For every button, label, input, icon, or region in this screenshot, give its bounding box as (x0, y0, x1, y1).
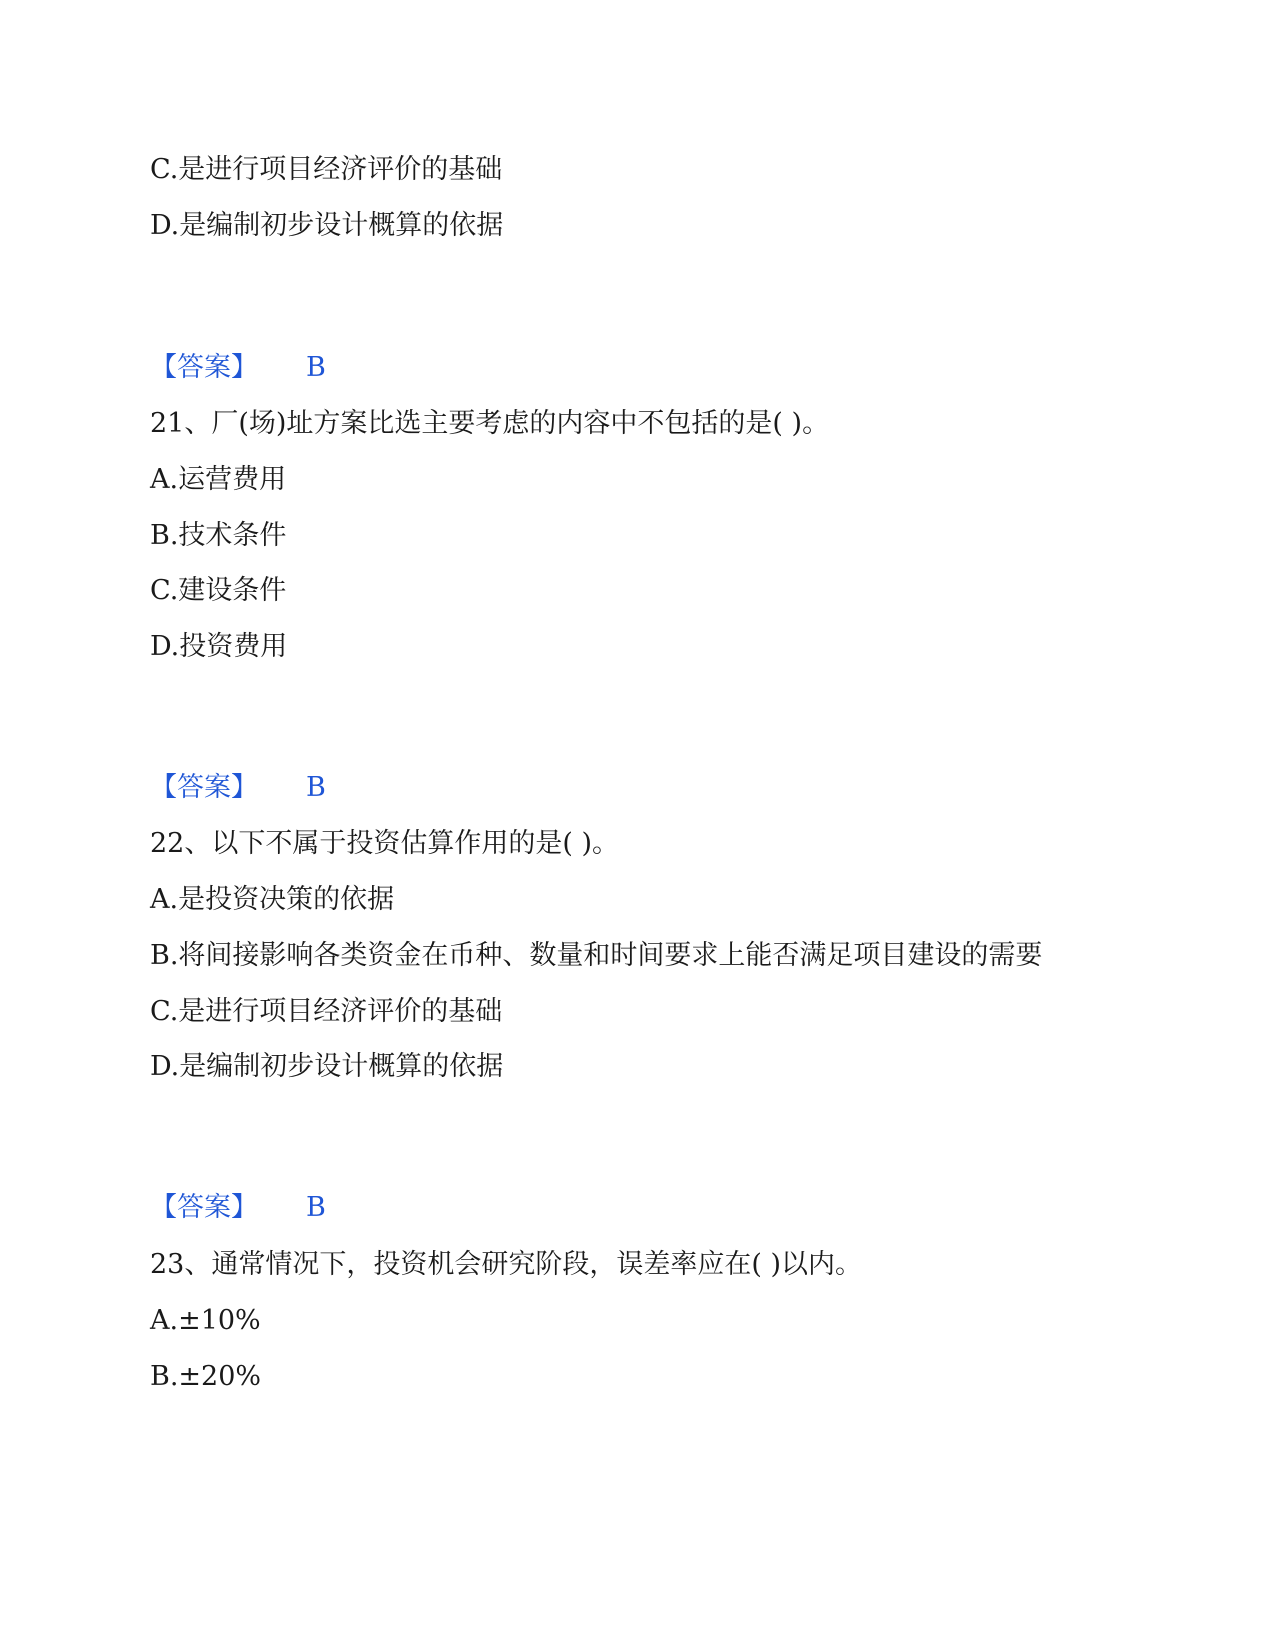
q23-option-a: A.±10% (150, 1305, 261, 1336)
q21-option-a: A.运营费用 (150, 464, 287, 495)
q22-answer (150, 1188, 326, 1228)
q22-option-d: D.是编制初步设计概算的依据 (150, 1051, 504, 1082)
q23-stem: 23、通常情况下，投资机会研究阶段，误差率应在( )以内。 (150, 1249, 863, 1280)
prev-option-c: C.是进行项目经济评价的基础 (150, 154, 503, 185)
q21-stem: 21、厂(场)址方案比选主要考虑的内容中不包括的是( )。 (150, 408, 830, 439)
q22-option-c: C.是进行项目经济评价的基础 (150, 996, 503, 1027)
answer-label: 【答案】 (150, 772, 258, 803)
q21-answer (150, 768, 326, 808)
q21-option-d: D.投资费用 (150, 631, 288, 662)
answer-label: 【答案】 (150, 352, 258, 383)
prev-option-d: D.是编制初步设计概算的依据 (150, 210, 504, 241)
prev-answer (150, 348, 326, 388)
q22-option-b: B.将间接影响各类资金在币种、数量和时间要求上能否满足项目建设的需要 (150, 940, 1043, 971)
q23-option-b: B.±20% (150, 1361, 262, 1392)
q21-option-b: B.技术条件 (150, 520, 287, 551)
q22-stem: 22、以下不属于投资估算作用的是( )。 (150, 828, 620, 859)
answer-value: B (306, 772, 326, 803)
q21-option-c: C.建设条件 (150, 575, 287, 606)
answer-label: 【答案】 (150, 1192, 258, 1223)
answer-value: B (306, 352, 326, 383)
answer-value: B (306, 1192, 326, 1223)
q22-option-a: A.是投资决策的依据 (150, 884, 395, 915)
